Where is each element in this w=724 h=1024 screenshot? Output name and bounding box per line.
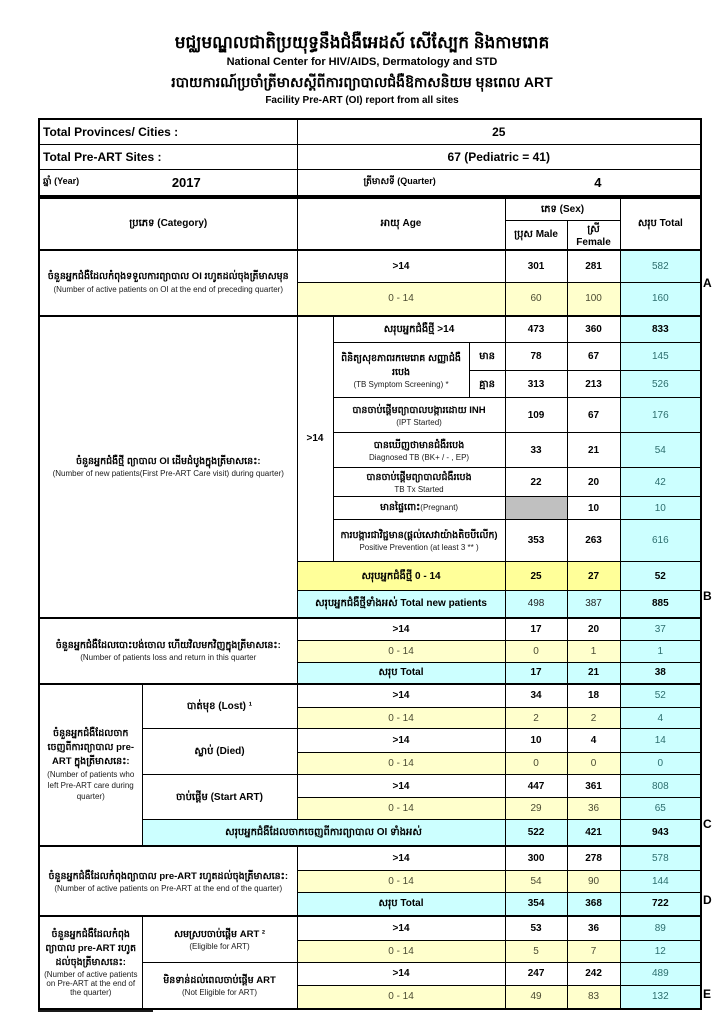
tb-screening-label <box>333 343 469 398</box>
female-value: 361 <box>567 775 620 798</box>
total-value: 42 <box>620 468 701 497</box>
sites-value: 67 (Pediatric = 41) <box>297 145 701 170</box>
tb-yes-tag: មាន <box>469 343 505 371</box>
marker-d: D <box>703 893 712 907</box>
age-over14: >14 <box>297 729 505 753</box>
eligible-over14-row <box>39 916 701 940</box>
ipt-label-english: (IPT Started) <box>396 417 442 427</box>
total-label: សរុប Total <box>297 663 505 684</box>
age-over14: >14 <box>297 916 505 940</box>
male-value: 49 <box>505 985 567 1009</box>
left-care-total-label: សរុបអ្នកជំងឺដែលចាកចេញពីការព្យាបាល OI ទាំងអស់ <box>142 820 505 846</box>
age-over14: >14 <box>297 250 505 283</box>
total-value: 808 <box>620 775 701 798</box>
age-under14: 0 - 14 <box>297 798 505 820</box>
male-value: 109 <box>505 398 567 433</box>
diagnosed-tb-label-english: Diagnosed TB (BK+ / - , EP) <box>368 452 470 462</box>
lost-label: បាត់មុខ (Lost) ¹ <box>142 684 297 729</box>
info-row-year-quarter <box>39 170 701 196</box>
sum-over14-label: សរុបអ្នកជំងឺថ្មី >14 <box>333 316 505 343</box>
loss-return-label-khmer: ចំនួនអ្នកជំងឺដែលបោះបង់ចោល ហើយវិលមកវិញក្នុងត្រីមាសនេះ: <box>55 640 281 651</box>
age-over14: >14 <box>297 618 505 641</box>
tb-screening-label-khmer: ពិនិត្យសុខភាពរកមេរោគ សញ្ញាជំងឺរបេង <box>341 352 461 378</box>
info-row-sites <box>39 145 701 170</box>
loss-return-category <box>39 618 297 684</box>
eligibility-label-khmer: ចំនួនអ្នកជំងឺដែលកំពុងព្យាបាល pre-ART រហូតដល់ចុងត្រីមាសនេះ: <box>45 929 137 968</box>
year-value: 2017 <box>171 174 201 190</box>
year-label: ឆ្នាំ (Year) <box>43 175 80 186</box>
male-value: 78 <box>505 343 567 371</box>
male-value: 313 <box>505 371 567 398</box>
female-value: 36 <box>567 798 620 820</box>
active-over14-row <box>39 846 701 870</box>
male-value: 247 <box>505 962 567 985</box>
female-value: 242 <box>567 962 620 985</box>
female-value: 421 <box>567 820 620 846</box>
male-value: 301 <box>505 250 567 283</box>
total-value: 176 <box>620 398 701 433</box>
table-header-row-1 <box>39 198 701 220</box>
lost-over14-row <box>39 684 701 708</box>
male-value: 0 <box>505 641 567 663</box>
total-value: 578 <box>620 846 701 870</box>
female-value: 20 <box>567 468 620 497</box>
total-value: 12 <box>620 940 701 962</box>
eligibility-category <box>39 916 142 1009</box>
total-label: សរុប Total <box>297 892 505 916</box>
new-patients-category <box>39 316 297 618</box>
preceding-category <box>39 250 297 316</box>
footnote-divider <box>38 1010 153 1012</box>
male-value: 447 <box>505 775 567 798</box>
female-value: 278 <box>567 846 620 870</box>
male-value: 473 <box>505 316 567 343</box>
pregnant-label-khmer: មានផ្ទៃពោះ <box>379 502 421 513</box>
total-value: 52 <box>620 562 701 591</box>
female-value: 213 <box>567 371 620 398</box>
preceding-label-english: (Number of active patients on OI at the end of preceding quarter) <box>53 285 283 294</box>
male-value: 498 <box>505 591 567 618</box>
new-patients-label-khmer: ចំនួនអ្នកជំងឺថ្មី ព្យាបាល OI ដើមដំបូងក្នុងត្រីមាសនេះ: <box>75 456 261 467</box>
report-header <box>0 32 724 107</box>
title-english: National Center for HIV/AIDS, Dermatology and STD <box>226 56 498 69</box>
left-care-label-english: (Number of patients who left Pre-ART care during quarter) <box>47 770 135 801</box>
start-art-label: ចាប់ផ្តើម (Start ART) <box>142 775 297 820</box>
total-value: 52 <box>620 684 701 708</box>
total-value: 65 <box>620 798 701 820</box>
male-value: 0 <box>505 753 567 775</box>
male-value: 354 <box>505 892 567 916</box>
diagnosed-tb-label-khmer: បានឃើញថាមានជំងឺរបេង <box>373 439 465 451</box>
age-over14: >14 <box>297 775 505 798</box>
new-patients-label-english: (Number of new patients(First Pre-ART Care visit) during quarter) <box>52 469 284 478</box>
active-preart-category <box>39 846 297 916</box>
positive-prevention-label-english: Positive Prevention (at least 3 ** ) <box>359 543 479 552</box>
age-under14: 0 - 14 <box>297 985 505 1009</box>
died-label: ស្លាប់ (Died) <box>142 729 297 775</box>
male-value: 33 <box>505 433 567 468</box>
total-value: 722 <box>620 892 701 916</box>
male-value: 22 <box>505 468 567 497</box>
new-patients-age-group: >14 <box>297 316 333 562</box>
total-value: 4 <box>620 708 701 729</box>
col-header-total: សរុប Total <box>620 198 701 250</box>
age-over14: >14 <box>297 684 505 708</box>
female-value: 67 <box>567 343 620 371</box>
quarter-value: 4 <box>594 174 602 190</box>
active-preart-label-khmer: ចំនួនអ្នកជំងឺដែលកំពុងព្យាបាល pre-ART រហូតដល់ចុងត្រីមាសនេះ: <box>48 870 289 882</box>
female-value: 21 <box>567 663 620 684</box>
total-value: 0 <box>620 753 701 775</box>
not-eligible-label-khmer: មិនទាន់ដល់ពេលចាប់ផ្តើម ART <box>163 974 276 986</box>
positive-prevention-label <box>333 520 505 562</box>
marker-b: B <box>703 589 712 603</box>
subtitle-khmer: របាយការណ៍ប្រចាំត្រីមាសស្តីពីការព្យាបាលជំងឺឱកាសនិយម មុនពេល ART <box>171 74 553 90</box>
total-value: 144 <box>620 870 701 892</box>
total-value: 38 <box>620 663 701 684</box>
male-value: 25 <box>505 562 567 591</box>
male-value: 17 <box>505 618 567 641</box>
marker-c: C <box>703 817 712 831</box>
info-table <box>38 118 702 197</box>
col-header-age: អាយុ Age <box>297 198 505 250</box>
female-value: 27 <box>567 562 620 591</box>
total-new-label: សរុបអ្នកជំងឺថ្មីទាំងអស់ Total new patients <box>297 591 505 618</box>
quarter-cell <box>297 170 701 196</box>
female-value: 10 <box>567 497 620 520</box>
female-value: 83 <box>567 985 620 1009</box>
col-header-female: ស្រី Female <box>567 220 620 250</box>
not-eligible-label <box>142 962 297 1009</box>
male-value: 522 <box>505 820 567 846</box>
total-value: 89 <box>620 916 701 940</box>
pregnant-label <box>333 497 505 520</box>
title-khmer: មជ្ឈមណ្ឌលជាតិប្រយុទ្ធនឹងជំងឺអេដស៍ សើស្បែក និងកាមរោគ <box>174 33 550 52</box>
female-value: 7 <box>567 940 620 962</box>
male-value: 2 <box>505 708 567 729</box>
tb-tx-label-khmer: បានចាប់ផ្តើមព្យាបាលជំងឺរបេង <box>366 471 472 483</box>
female-value: 20 <box>567 618 620 641</box>
female-value: 67 <box>567 398 620 433</box>
provinces-label: Total Provinces/ Cities : <box>39 119 297 145</box>
year-cell <box>39 170 297 196</box>
total-value: 54 <box>620 433 701 468</box>
male-value: 300 <box>505 846 567 870</box>
col-header-category: ប្រភេទ (Category) <box>39 198 297 250</box>
total-value: 943 <box>620 820 701 846</box>
female-value: 387 <box>567 591 620 618</box>
eligible-label <box>142 916 297 962</box>
new-sum-over14-row <box>39 316 701 343</box>
total-value: 833 <box>620 316 701 343</box>
positive-prevention-label-khmer: ការបង្ការជាវិជ្ជមាន(ផ្តល់សេវាយ៉ាងតិចបីលើក) <box>340 530 498 541</box>
subtitle-english: Facility Pre-ART (OI) report from all sites <box>265 94 459 106</box>
eligible-label-khmer: សមស្របចាប់ផ្តើម ART ² <box>173 928 266 940</box>
provinces-value: 25 <box>297 119 701 145</box>
total-value: 10 <box>620 497 701 520</box>
tb-no-tag: គ្មាន <box>469 371 505 398</box>
left-care-label-khmer: ចំនួនអ្នកជំងឺដែលចាកចេញពីការព្យាបាល pre-ART ក្នុងត្រីមាសនេះ: <box>47 728 135 767</box>
preceding-over14-row <box>39 250 701 283</box>
total-value: 1 <box>620 641 701 663</box>
female-value: 18 <box>567 684 620 708</box>
female-value: 360 <box>567 316 620 343</box>
total-value: 582 <box>620 250 701 283</box>
total-value: 616 <box>620 520 701 562</box>
male-value: 353 <box>505 520 567 562</box>
ipt-label <box>333 398 505 433</box>
loss-return-over14-row <box>39 618 701 641</box>
female-value: 90 <box>567 870 620 892</box>
female-value: 281 <box>567 250 620 283</box>
male-value: 60 <box>505 283 567 316</box>
female-value: 0 <box>567 753 620 775</box>
age-under14: 0 - 14 <box>297 940 505 962</box>
sites-label: Total Pre-ART Sites : <box>39 145 297 170</box>
age-over14: >14 <box>297 962 505 985</box>
sum-under14-label: សរុបអ្នកជំងឺថ្មី 0 - 14 <box>297 562 505 591</box>
loss-return-label-english: (Number of patients loss and return in this quarter <box>80 653 257 662</box>
diagnosed-tb-label <box>333 433 505 468</box>
age-under14: 0 - 14 <box>297 283 505 316</box>
info-row-provinces <box>39 119 701 145</box>
total-value: 14 <box>620 729 701 753</box>
ipt-label-khmer: បានចាប់ផ្តើមព្យាបាលបង្ការដោយ INH <box>352 404 486 416</box>
total-value: 145 <box>620 343 701 371</box>
total-value: 885 <box>620 591 701 618</box>
female-value: 36 <box>567 916 620 940</box>
pregnant-label-english: (Pregnant) <box>420 503 459 512</box>
female-value: 100 <box>567 283 620 316</box>
male-value: 53 <box>505 916 567 940</box>
quarter-label: ត្រីមាសទី (Quarter) <box>363 175 436 186</box>
not-eligible-label-english: (Not Eligible for ART) <box>182 987 257 997</box>
active-preart-label-english: (Number of active patients on Pre-ART at the end of the quarter) <box>54 883 283 893</box>
total-value: 160 <box>620 283 701 316</box>
male-value: 54 <box>505 870 567 892</box>
male-value: 10 <box>505 729 567 753</box>
male-value: 34 <box>505 684 567 708</box>
total-value: 37 <box>620 618 701 641</box>
main-table <box>38 197 702 847</box>
male-value: 29 <box>505 798 567 820</box>
eligible-label-english: (Eligible for ART) <box>189 941 250 951</box>
tb-tx-label-english: TB Tx Started <box>394 484 444 494</box>
female-value: 21 <box>567 433 620 468</box>
tb-screening-label-english: (TB Symptom Screening) * <box>353 379 449 389</box>
age-under14: 0 - 14 <box>297 753 505 775</box>
female-value: 368 <box>567 892 620 916</box>
age-under14: 0 - 14 <box>297 708 505 729</box>
eligibility-label-english: (Number of active patients on Pre-ART at the end of the quarter) <box>44 970 138 997</box>
male-value-blocked <box>505 497 567 520</box>
col-header-male: ប្រុស Male <box>505 220 567 250</box>
total-value: 132 <box>620 985 701 1009</box>
male-value: 5 <box>505 940 567 962</box>
age-under14: 0 - 14 <box>297 870 505 892</box>
left-care-category <box>39 684 142 846</box>
age-under14: 0 - 14 <box>297 641 505 663</box>
second-table <box>38 845 702 1010</box>
female-value: 2 <box>567 708 620 729</box>
age-over14: >14 <box>297 846 505 870</box>
total-value: 526 <box>620 371 701 398</box>
female-value: 263 <box>567 520 620 562</box>
preceding-label-khmer: ចំនួនអ្នកជំងឺដែលកំពុងទទួលការព្យាបាល OI រហូតដល់ចុងត្រីមាសមុន <box>47 271 289 282</box>
marker-a: A <box>703 276 712 290</box>
female-value: 1 <box>567 641 620 663</box>
marker-e: E <box>703 987 712 1001</box>
male-value: 17 <box>505 663 567 684</box>
female-value: 4 <box>567 729 620 753</box>
tb-tx-label <box>333 468 505 497</box>
col-header-sex: ភេទ (Sex) <box>505 198 620 220</box>
total-value: 489 <box>620 962 701 985</box>
